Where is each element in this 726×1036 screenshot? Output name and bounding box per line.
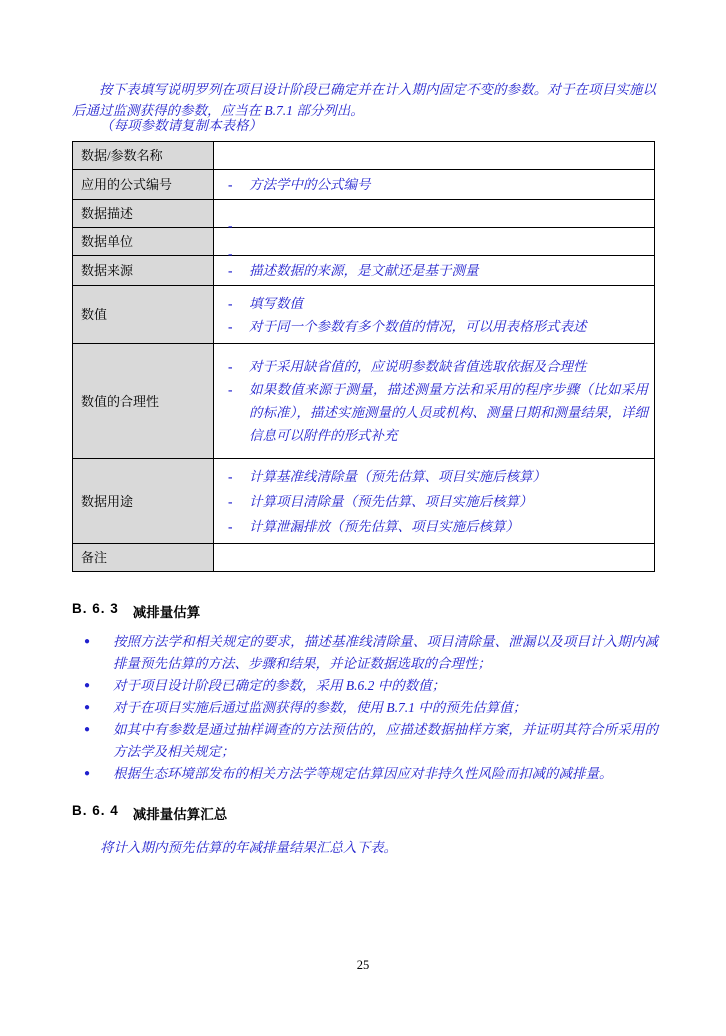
row-value	[214, 200, 655, 228]
row-value	[214, 142, 655, 170]
summary-paragraph: 将计入期内预先估算的年减排量结果汇总入下表。	[100, 840, 397, 855]
guidance-item: - 方法学中的公式编号	[214, 173, 648, 196]
section-number: B. 6. 4	[72, 803, 119, 818]
section-title: 减排量估算	[132, 605, 201, 620]
row-label: 数据用途	[73, 459, 214, 544]
section-title: 减排量估算汇总	[132, 807, 228, 822]
row-label: 数据来源	[73, 256, 214, 286]
row-label: 应用的公式编号	[73, 170, 214, 200]
table-row	[73, 228, 655, 256]
table-row	[73, 544, 655, 572]
row-label: 数据/参数名称	[73, 142, 214, 170]
section-heading-b63	[72, 601, 200, 621]
table-row	[73, 256, 655, 286]
row-value	[214, 286, 655, 344]
page-number: 25	[356, 958, 370, 972]
row-label: 备注	[73, 544, 214, 572]
row-value	[214, 344, 655, 459]
guidance-item: - 对于采用缺省值的，应说明参数缺省值选取依据及合理性	[214, 355, 648, 378]
row-label: 数值	[73, 286, 214, 344]
bullet-item: ● 对于在项目实施后通过监测获得的参数，使用 B.7.1 中的预先估算值；	[72, 697, 658, 719]
section-number: B. 6. 3	[72, 601, 119, 616]
bullet-item: ● 对于项目设计阶段已确定的参数，采用 B.6.2 中的数值；	[72, 675, 658, 697]
row-value	[214, 544, 655, 572]
table-row	[73, 459, 655, 544]
table-row	[73, 344, 655, 459]
row-label: 数据描述	[73, 200, 214, 228]
row-label: 数值的合理性	[73, 344, 214, 459]
table-row	[73, 142, 655, 170]
table-row	[73, 286, 655, 344]
row-value	[214, 228, 655, 256]
guidance-item: - 计算项目清除量（预先估算、项目实施后核算）	[214, 490, 648, 513]
guidance-item: - 计算基准线清除量（预先估算、项目实施后核算）	[214, 465, 648, 488]
guidance-item: - 描述数据的来源，是文献还是基于测量	[214, 259, 648, 282]
guidance-item: - 填写数值	[214, 292, 648, 315]
copy-note: （每项参数请复制本表格）	[100, 118, 262, 133]
parameter-table	[72, 141, 655, 572]
section-heading-b64	[72, 803, 227, 823]
row-value	[214, 170, 655, 200]
row-label: 数据单位	[73, 228, 214, 256]
table-row	[73, 170, 655, 200]
bullet-list	[72, 631, 658, 785]
guidance-item: - 计算泄漏排放（预先估算、项目实施后核算）	[214, 515, 648, 538]
guidance-item: - 如果数值来源于测量，描述测量方法和采用的程序步骤（比如采用的标准），描述实施测量的人员或机构、测量日期和测量结果，详细信息可以附件的形式补充	[214, 378, 648, 447]
bullet-item: ● 根据生态环境部发布的相关方法学等规定估算因应对非持久性风险而扣减的减排量。	[72, 763, 658, 785]
bullet-item: ● 按照方法学和相关规定的要求，描述基准线清除量、项目清除量、泄漏以及项目计入期内减排量预先估算的方法、步骤和结果，并论证数据选取的合理性；	[72, 631, 658, 675]
bullet-item: ● 如其中有参数是通过抽样调查的方法预估的，应描述数据抽样方案，并证明其符合所采用的方法学及相关规定；	[72, 719, 658, 763]
row-value	[214, 256, 655, 286]
row-value	[214, 459, 655, 544]
intro-paragraph: 按下表填写说明罗列在项目设计阶段已确定并在计入期内固定不变的参数。对于在项目实施以后通过监测获得的参数，应当在 B.7.1 部分列出。	[72, 82, 656, 118]
guidance-item: - 对于同一个参数有多个数值的情况，可以用表格形式表述	[214, 315, 648, 338]
table-row	[73, 200, 655, 228]
